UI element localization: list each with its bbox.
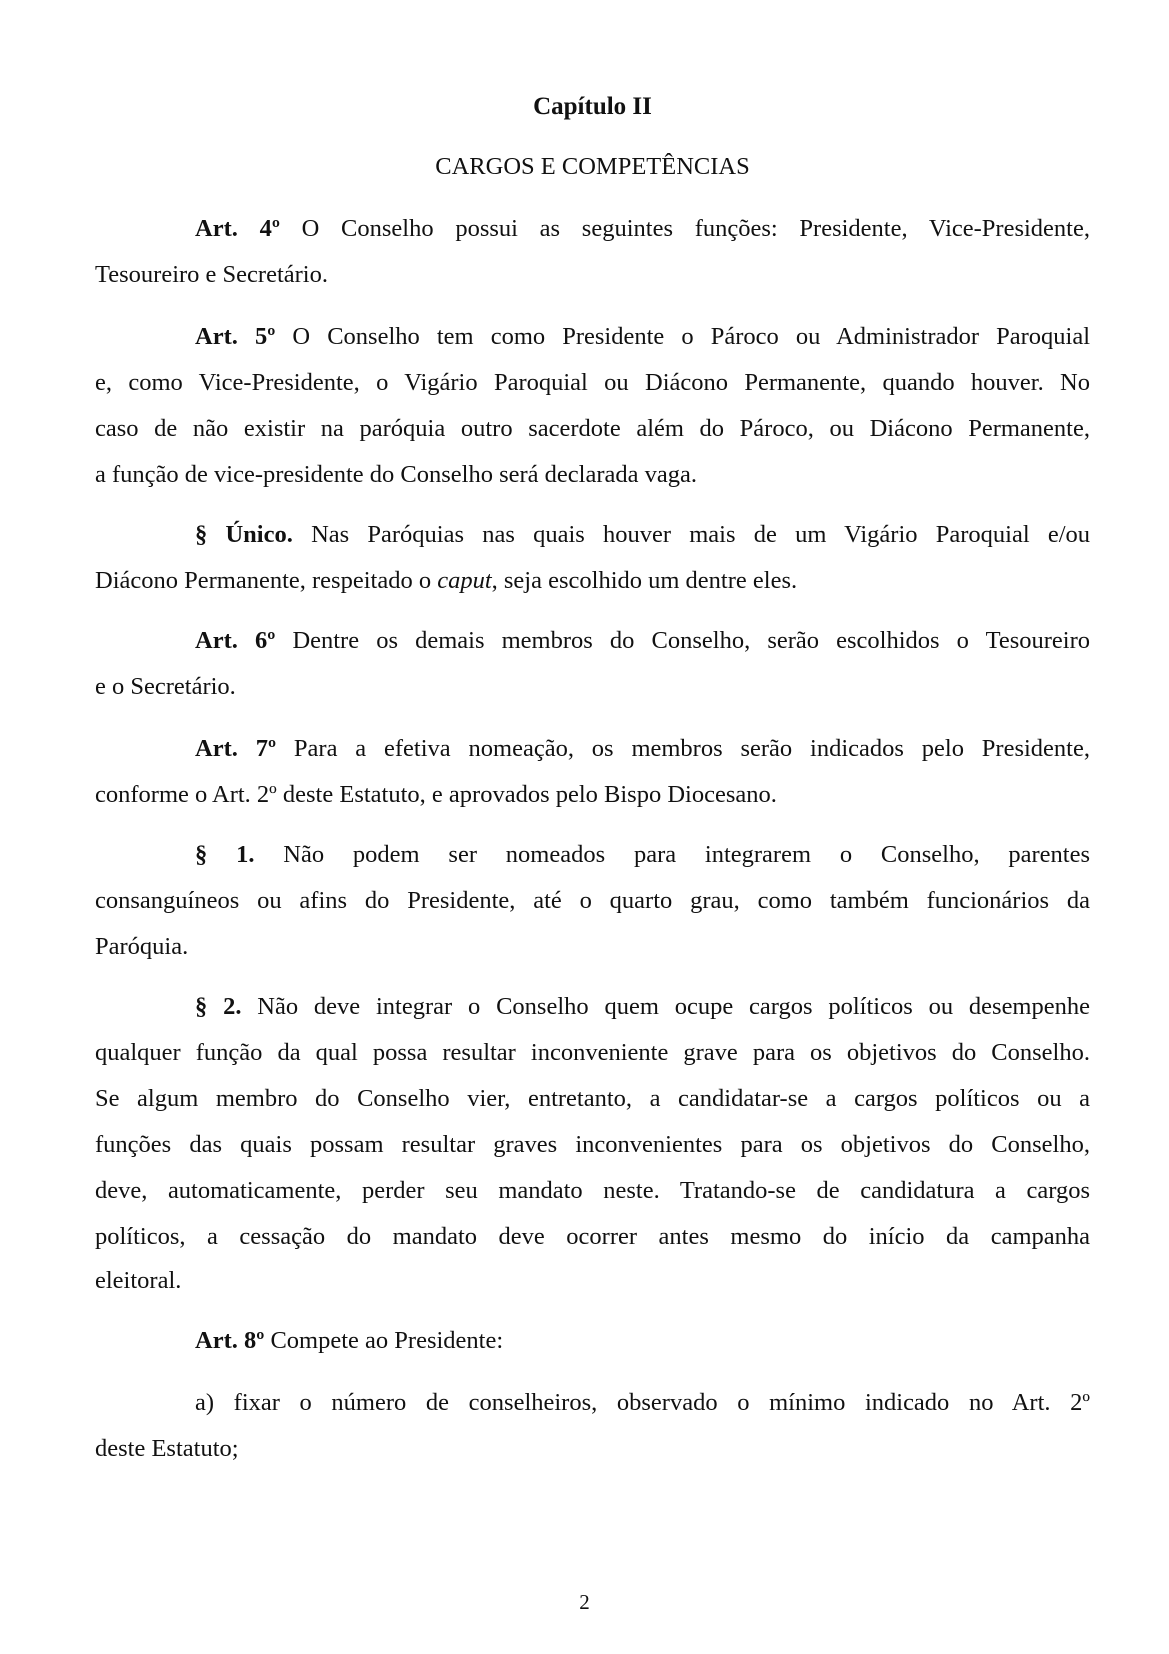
art6-text: Dentre os demais membros do Conselho, serão escolhidos o Tesoureiro (292, 627, 1091, 654)
art5-line-4: a função de vice-presidente do Conselho será declarada vaga. (95, 461, 698, 488)
chapter-subtitle: CARGOS E COMPETÊNCIAS (435, 153, 750, 180)
par2-line-3: Se algum membro do Conselho vier, entretanto, a candidatar-se a cargos políticos ou a (95, 1085, 1090, 1112)
unico-text-before: Diácono Permanente, respeitado o (95, 567, 438, 594)
art6-line-1 (95, 626, 1090, 656)
page-number: 2 (579, 1590, 590, 1614)
par1-line-2: consanguíneos ou afins do Presidente, até o quarto grau, como também funcionários da (95, 887, 1090, 914)
par2-text: Não deve integrar o Conselho quem ocupe cargos políticos ou desempenhe (257, 993, 1090, 1020)
unico-line-1 (95, 520, 1090, 550)
art8-line-1 (95, 1326, 1090, 1356)
art4-text: O Conselho possui as seguintes funções: Presidente, Vice-Presidente, (301, 215, 1090, 242)
art7-text: Para a efetiva nomeação, os membros serão indicados pelo Presidente, (293, 735, 1090, 762)
par2-line-6: políticos, a cessação do mandato deve ocorrer antes mesmo do início da campanha (95, 1223, 1090, 1250)
unico-text-after: , seja escolhido um dentre eles. (491, 567, 798, 594)
art4-label: Art. 4º (195, 215, 280, 242)
art5-line-1 (95, 322, 1090, 352)
item-a-line-2: deste Estatuto; (95, 1435, 239, 1462)
par2-line-4: funções das quais possam resultar graves inconvenientes para os objetivos do Conselho, (95, 1131, 1090, 1158)
par1-line-3: Paróquia. (95, 933, 189, 960)
par1-text: Não podem ser nomeados para integrarem o Conselho, parentes (283, 841, 1091, 868)
art5-line-2: e, como Vice-Presidente, o Vigário Paroquial ou Diácono Permanente, quando houver. No (95, 369, 1090, 396)
art7-line-1 (95, 734, 1090, 764)
art4-line-2: Tesoureiro e Secretário. (95, 261, 328, 288)
chapter-title: Capítulo II (533, 93, 652, 120)
unico-line-2 (95, 566, 1090, 596)
par1-line-1 (95, 840, 1090, 870)
item-a-line-1: a) fixar o número de conselheiros, observado o mínimo indicado no Art. 2º (195, 1389, 1090, 1416)
art5-label: Art. 5º (195, 323, 276, 350)
art4-line-1 (95, 214, 1090, 244)
par2-line-7: eleitoral. (95, 1267, 182, 1294)
unico-label: § Único. (195, 521, 293, 548)
art5-text: O Conselho tem como Presidente o Pároco ou Administrador Paroquial (292, 323, 1091, 350)
par2-line-5: deve, automaticamente, perder seu mandato neste. Tratando-se de candidatura a cargos (95, 1177, 1090, 1204)
art7-line-2: conforme o Art. 2º deste Estatuto, e aprovados pelo Bispo Diocesano. (95, 781, 777, 808)
unico-caput: caput (437, 567, 492, 594)
par1-label: § 1. (195, 841, 255, 868)
art5-line-3: caso de não existir na paróquia outro sacerdote além do Pároco, ou Diácono Permanente, (95, 415, 1090, 442)
art8-text: Compete ao Presidente: (270, 1327, 504, 1354)
par2-line-2: qualquer função da qual possa resultar inconveniente grave para os objetivos do Conselho. (95, 1039, 1090, 1066)
art6-label: Art. 6º (195, 627, 276, 654)
art8-label: Art. 8º (195, 1327, 265, 1354)
art6-line-2: e o Secretário. (95, 673, 236, 700)
par2-line-1 (95, 992, 1090, 1022)
par2-label: § 2. (195, 993, 242, 1020)
unico-text: Nas Paróquias nas quais houver mais de um Vigário Paroquial e/ou (311, 521, 1091, 548)
art7-label: Art. 7º (195, 735, 277, 762)
